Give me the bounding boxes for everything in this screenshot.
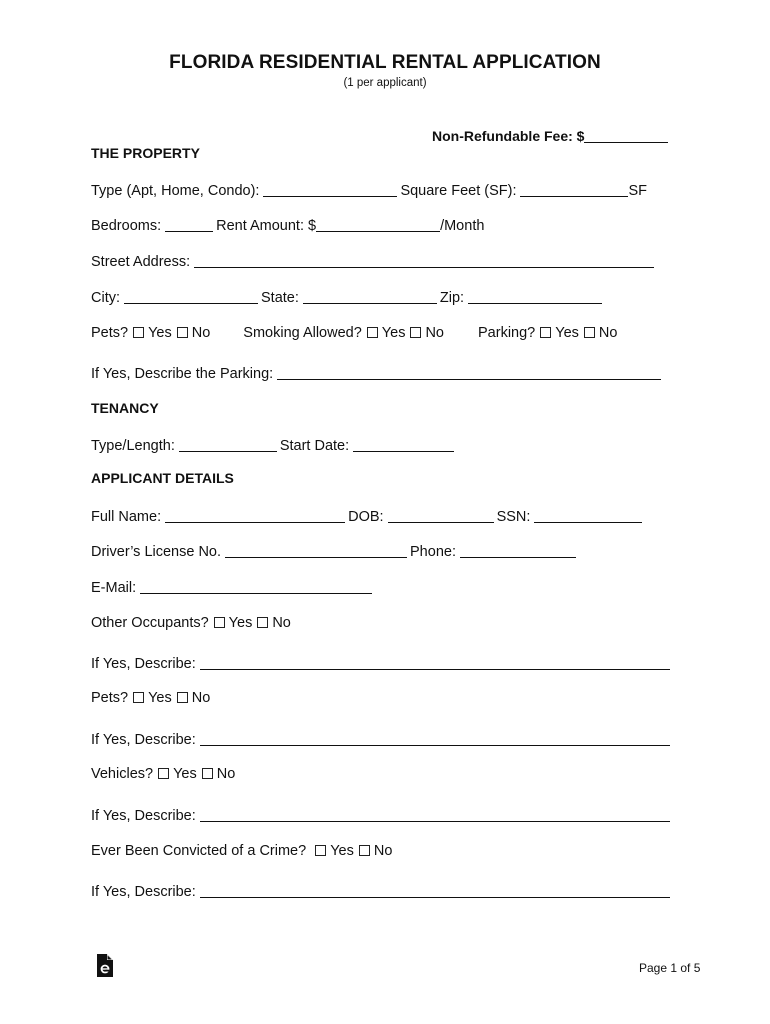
parking-yes-label: Yes bbox=[555, 325, 579, 341]
smoking-no-checkbox[interactable] bbox=[410, 327, 421, 338]
ssn-field[interactable] bbox=[534, 509, 642, 523]
fee-label: Non-Refundable Fee: $ bbox=[432, 128, 585, 144]
pets-describe-label: If Yes, Describe: bbox=[91, 732, 196, 748]
zip-field[interactable] bbox=[468, 290, 602, 304]
parking-label: Parking? bbox=[478, 325, 536, 341]
city-state-zip-row bbox=[91, 288, 605, 306]
bedrooms-rent-row bbox=[91, 216, 484, 234]
parking-no-checkbox[interactable] bbox=[584, 327, 595, 338]
rent-unit: /Month bbox=[440, 218, 485, 234]
crime-row bbox=[91, 843, 392, 859]
applicant-pets-no-checkbox[interactable] bbox=[177, 692, 188, 703]
vehicles-yes-checkbox[interactable] bbox=[158, 768, 169, 779]
occupants-no-label: No bbox=[272, 615, 291, 631]
tenancy-row bbox=[91, 436, 457, 454]
section-heading-tenancy: TENANCY bbox=[91, 400, 159, 416]
property-pets-no-label: No bbox=[191, 325, 211, 341]
crime-describe-label: If Yes, Describe: bbox=[91, 884, 196, 900]
property-pets-no-checkbox[interactable] bbox=[177, 327, 188, 338]
occupants-describe-field[interactable] bbox=[200, 656, 670, 670]
occupants-describe-row bbox=[91, 654, 673, 672]
parking-no-label: No bbox=[598, 325, 618, 341]
dob-label: DOB: bbox=[348, 509, 384, 525]
property-pets-yes-label: Yes bbox=[148, 325, 172, 341]
applicant-pets-label: Pets? bbox=[91, 690, 129, 706]
applicant-pets-yes-label: Yes bbox=[148, 690, 172, 706]
property-type-field[interactable] bbox=[263, 183, 397, 197]
street-address-field[interactable] bbox=[194, 254, 654, 268]
parking-describe-row bbox=[91, 364, 664, 382]
type-length-field[interactable] bbox=[179, 438, 277, 452]
square-feet-label: Square Feet (SF): bbox=[400, 183, 517, 199]
state-field[interactable] bbox=[303, 290, 437, 304]
pets-describe-row bbox=[91, 730, 673, 748]
document-title: FLORIDA RESIDENTIAL RENTAL APPLICATION bbox=[169, 52, 601, 73]
rent-amount-label: Rent Amount: $ bbox=[216, 218, 317, 234]
vehicles-describe-label: If Yes, Describe: bbox=[91, 808, 196, 824]
crime-describe-field[interactable] bbox=[200, 884, 670, 898]
parking-yes-checkbox[interactable] bbox=[540, 327, 551, 338]
smoking-label: Smoking Allowed? bbox=[243, 325, 362, 341]
pets-describe-field[interactable] bbox=[200, 732, 670, 746]
pets-smoking-parking-row bbox=[91, 325, 617, 341]
license-phone-row bbox=[91, 542, 579, 560]
bedrooms-field[interactable] bbox=[165, 218, 213, 232]
name-dob-ssn-row bbox=[91, 507, 645, 525]
vehicles-describe-field[interactable] bbox=[200, 808, 670, 822]
crime-no-label: No bbox=[373, 843, 393, 859]
dob-field[interactable] bbox=[388, 509, 494, 523]
smoking-yes-label: Yes bbox=[381, 325, 406, 341]
crime-describe-row bbox=[91, 882, 673, 900]
parking-describe-field[interactable] bbox=[277, 366, 661, 380]
smoking-yes-checkbox[interactable] bbox=[367, 327, 378, 338]
street-address-label: Street Address: bbox=[91, 254, 191, 270]
vehicles-no-label: No bbox=[216, 766, 236, 782]
vehicles-yes-label: Yes bbox=[173, 766, 197, 782]
occupants-row bbox=[91, 615, 291, 631]
applicant-pets-yes-checkbox[interactable] bbox=[133, 692, 144, 703]
state-label: State: bbox=[261, 290, 299, 306]
vehicles-label: Vehicles? bbox=[91, 766, 154, 782]
city-field[interactable] bbox=[124, 290, 258, 304]
eforms-logo-icon bbox=[96, 954, 114, 978]
crime-no-checkbox[interactable] bbox=[359, 845, 370, 856]
applicant-pets-no-label: No bbox=[191, 690, 211, 706]
bedrooms-label: Bedrooms: bbox=[91, 218, 162, 234]
property-type-row bbox=[91, 181, 647, 199]
section-heading-applicant: APPLICANT DETAILS bbox=[91, 470, 234, 486]
crime-label: Ever Been Convicted of a Crime? bbox=[91, 843, 307, 859]
type-length-label: Type/Length: bbox=[91, 438, 175, 454]
fee-row bbox=[432, 127, 671, 144]
vehicles-row bbox=[91, 766, 235, 782]
section-heading-property: THE PROPERTY bbox=[91, 145, 200, 161]
full-name-field[interactable] bbox=[165, 509, 345, 523]
smoking-no-label: No bbox=[425, 325, 444, 341]
fee-field[interactable] bbox=[584, 129, 668, 143]
occupants-label: Other Occupants? bbox=[91, 615, 209, 631]
start-date-field[interactable] bbox=[353, 438, 454, 452]
square-feet-unit: SF bbox=[628, 183, 648, 199]
phone-field[interactable] bbox=[460, 544, 576, 558]
zip-label: Zip: bbox=[439, 290, 465, 306]
drivers-license-field[interactable] bbox=[225, 544, 407, 558]
full-name-label: Full Name: bbox=[91, 509, 162, 525]
parking-describe-label: If Yes, Describe the Parking: bbox=[91, 366, 274, 382]
email-row bbox=[91, 578, 375, 596]
crime-yes-checkbox[interactable] bbox=[315, 845, 326, 856]
square-feet-field[interactable] bbox=[520, 183, 628, 197]
ssn-label: SSN: bbox=[496, 509, 531, 525]
drivers-license-label: Driver’s License No. bbox=[91, 544, 222, 560]
vehicles-describe-row bbox=[91, 806, 673, 824]
occupants-describe-label: If Yes, Describe: bbox=[91, 656, 196, 672]
vehicles-no-checkbox[interactable] bbox=[202, 768, 213, 779]
occupants-yes-label: Yes bbox=[228, 615, 253, 631]
property-pets-yes-checkbox[interactable] bbox=[133, 327, 144, 338]
rent-amount-field[interactable] bbox=[316, 218, 440, 232]
occupants-yes-checkbox[interactable] bbox=[214, 617, 225, 628]
document-subtitle: (1 per applicant) bbox=[343, 77, 427, 89]
crime-yes-label: Yes bbox=[330, 843, 354, 859]
phone-label: Phone: bbox=[410, 544, 456, 560]
email-field[interactable] bbox=[140, 580, 372, 594]
property-type-label: Type (Apt, Home, Condo): bbox=[91, 183, 260, 199]
city-label: City: bbox=[91, 290, 120, 306]
email-label: E-Mail: bbox=[91, 580, 137, 596]
page-number: Page 1 of 5 bbox=[639, 961, 701, 975]
applicant-pets-row bbox=[91, 690, 210, 706]
occupants-no-checkbox[interactable] bbox=[257, 617, 268, 628]
start-date-label: Start Date: bbox=[279, 438, 350, 454]
street-address-row bbox=[91, 252, 657, 270]
property-pets-label: Pets? bbox=[91, 325, 129, 341]
